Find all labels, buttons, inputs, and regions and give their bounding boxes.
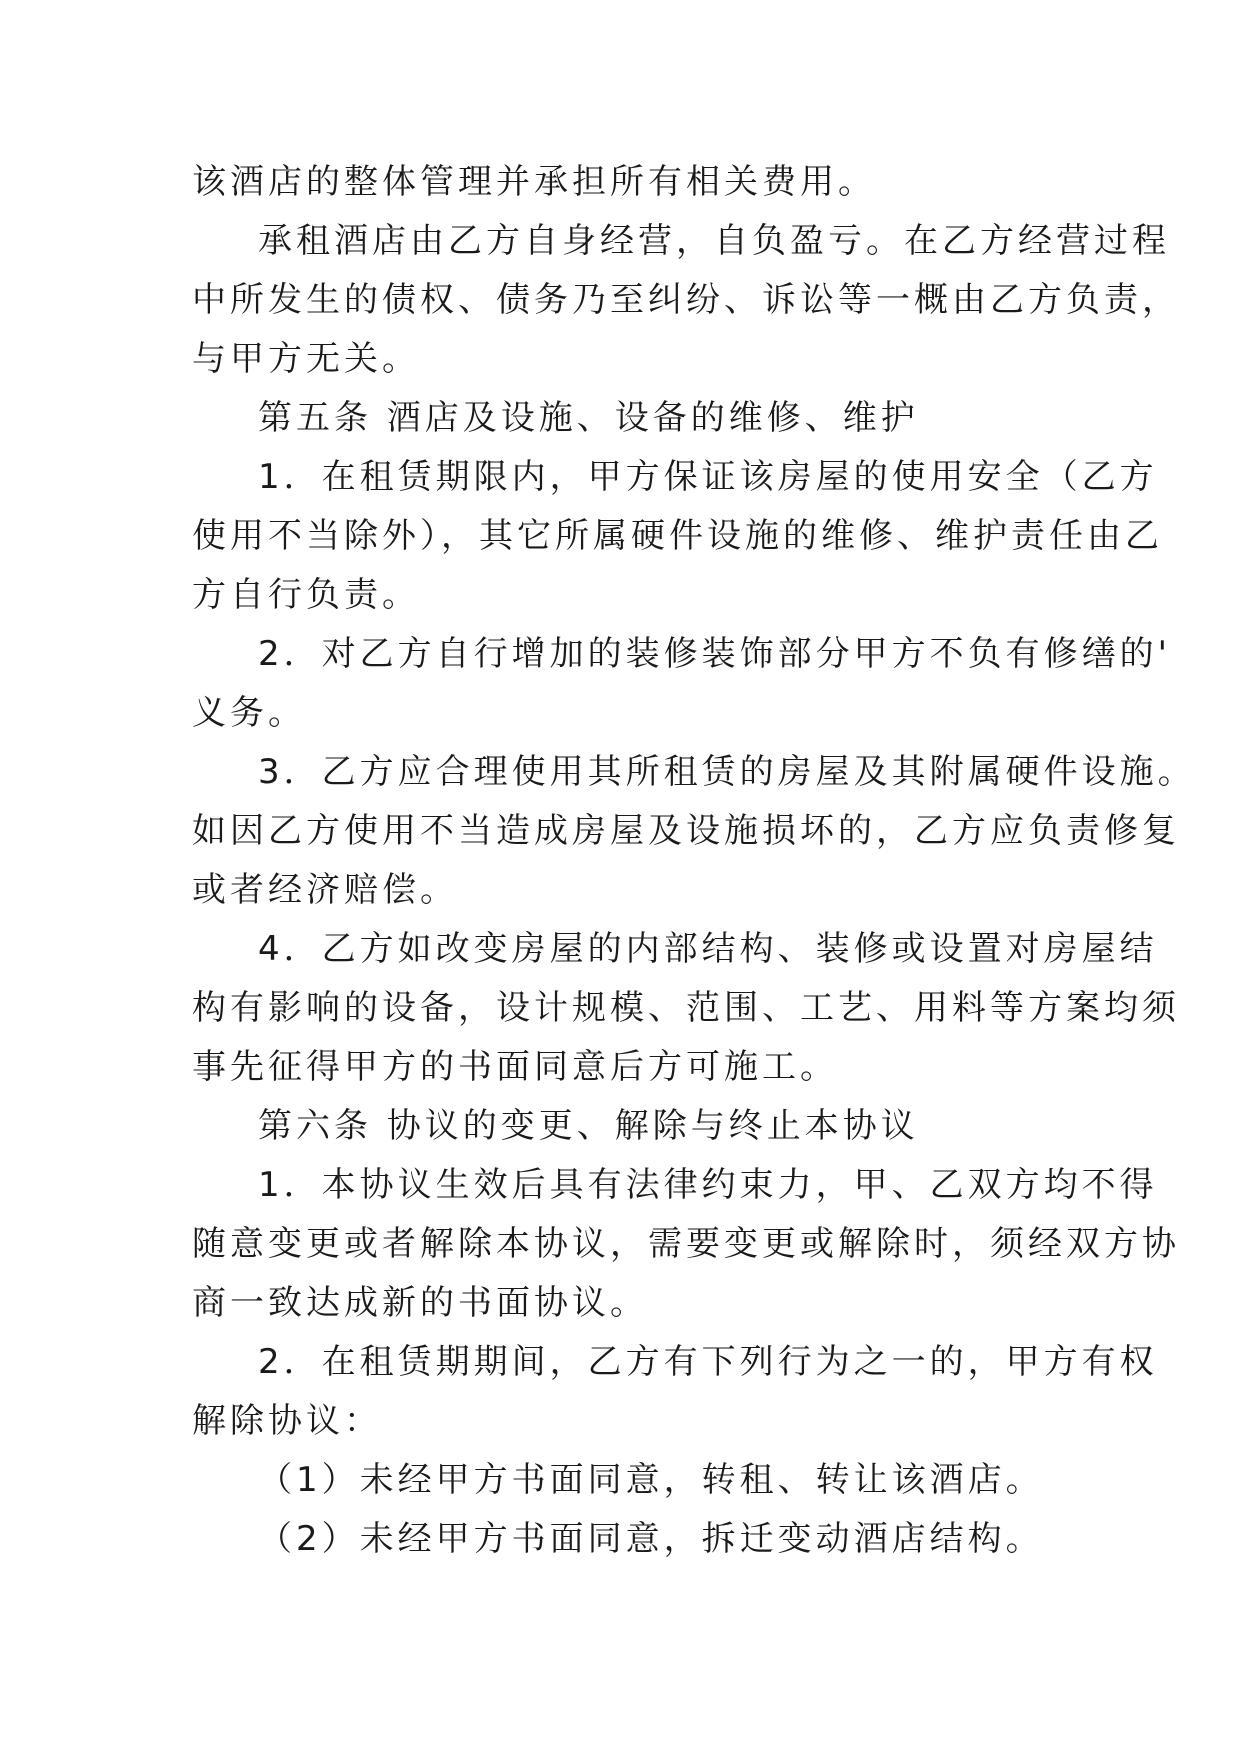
text-line: 商一致达成新的书面协议。	[192, 1283, 648, 1323]
list-item: （2）未经甲方书面同意，拆迁变动酒店结构。	[258, 1519, 1044, 1559]
text-line: 2．对乙方自行增加的装修装饰部分甲方不负有修缮的'	[258, 634, 1171, 674]
text-line: 解除协议：	[192, 1401, 382, 1441]
text-line: 方自行负责。	[192, 575, 420, 615]
text-line: 与甲方无关。	[192, 339, 420, 379]
text-line: 4．乙方如改变房屋的内部结构、装修或设置对房屋结	[258, 929, 1158, 969]
text-line: 承租酒店由乙方自身经营，自负盈亏。在乙方经营过程	[258, 221, 1170, 261]
section-heading: 第六条 协议的变更、解除与终止本协议	[258, 1106, 919, 1146]
section-heading: 第五条 酒店及设施、设备的维修、维护	[258, 398, 919, 438]
text-line: 义务。	[192, 693, 306, 733]
text-line: 构有影响的设备，设计规模、范围、工艺、用料等方案均须	[192, 988, 1180, 1028]
text-line: 中所发生的债权、债务乃至纠纷、诉讼等一概由乙方负责，	[192, 280, 1180, 320]
text-line: 3．乙方应合理使用其所租赁的房屋及其附属硬件设施。	[258, 752, 1196, 792]
text-line: 使用不当除外），其它所属硬件设施的维修、维护责任由乙	[192, 516, 1163, 556]
text-line: 如因乙方使用不当造成房屋及设施损坏的，乙方应负责修复	[192, 811, 1180, 851]
text-line: 该酒店的整体管理并承担所有相关费用。	[192, 162, 876, 202]
text-line: 1．本协议生效后具有法律约束力，甲、乙双方均不得	[258, 1165, 1158, 1205]
text-line: 事先征得甲方的书面同意后方可施工。	[192, 1047, 838, 1087]
text-line: 或者经济赔偿。	[192, 870, 458, 910]
text-line: 随意变更或者解除本协议，需要变更或解除时，须经双方协	[192, 1224, 1180, 1264]
text-line: 2．在租赁期期间，乙方有下列行为之一的，甲方有权	[258, 1342, 1158, 1382]
text-line: 1．在租赁期限内，甲方保证该房屋的使用安全（乙方	[258, 457, 1158, 497]
list-item: （1）未经甲方书面同意，转租、转让该酒店。	[258, 1460, 1044, 1500]
